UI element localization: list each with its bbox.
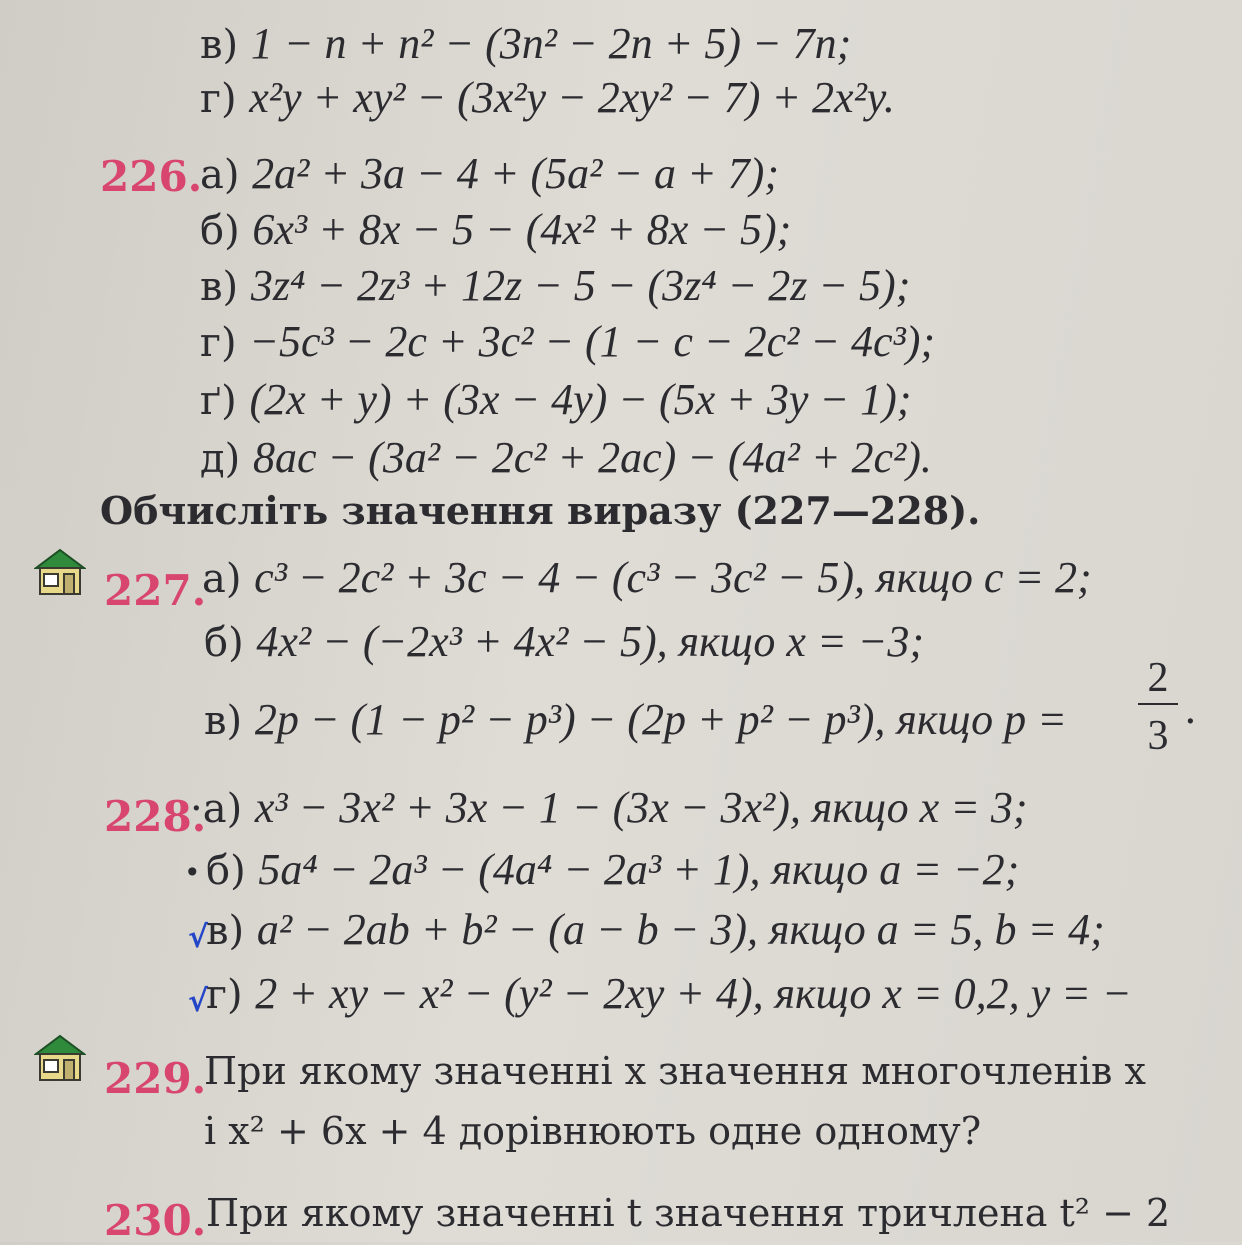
- homework-house-icon: [34, 548, 86, 596]
- ex225-v: [200, 19, 852, 68]
- pencil-dot-mark: •: [184, 856, 201, 889]
- math-expression: 2a² + 3a − 4 + (5a² − a + 7);: [252, 149, 779, 198]
- fraction-bar: [1138, 703, 1178, 705]
- item-label: г): [200, 76, 237, 122]
- ex227-a: [202, 553, 1092, 602]
- ex226-v: [200, 261, 911, 310]
- math-expression: 6x³ + 8x − 5 − (4x² + 8x − 5);: [252, 205, 792, 254]
- ex225-g: [200, 73, 895, 122]
- ex226-a: [200, 149, 779, 198]
- ex228-a: [190, 783, 1028, 832]
- math-expression: 5a⁴ − 2a³ − (4a⁴ − 2a³ + 1), якщо a = −2;: [258, 845, 1020, 894]
- fraction-numerator: 2: [1147, 655, 1169, 701]
- item-label: в): [200, 22, 239, 68]
- math-expression: c³ − 2c² + 3c − 4 − (c³ − 3c² − 5), якщо c = 2;: [254, 553, 1092, 602]
- item-label: б): [200, 208, 240, 254]
- ex227-v: [204, 695, 1067, 744]
- item-label: ґ): [200, 378, 237, 424]
- math-expression: −5c³ − 2c + 3c² − (1 − c − 2c² − 4c³);: [249, 317, 936, 366]
- fraction-end-period: .: [1184, 687, 1197, 733]
- item-label: б): [204, 620, 244, 666]
- item-label: а): [202, 556, 242, 602]
- exercise-number-228: 228.: [104, 792, 207, 841]
- item-label: а): [200, 152, 240, 198]
- math-expression: x²y + xy² − (3x²y − 2xy² − 7) + 2x²y.: [249, 73, 895, 122]
- fraction-denominator: 3: [1147, 713, 1169, 759]
- math-expression: 3z⁴ − 2z³ + 12z − 5 − (3z⁴ − 2z − 5);: [250, 261, 911, 310]
- exercise-number-227: 227.: [104, 566, 207, 615]
- item-label: в): [206, 908, 245, 954]
- math-expression: a² − 2ab + b² − (a − b − 3), якщо a = 5, b = 4;: [256, 905, 1105, 954]
- item-label: в): [204, 698, 243, 744]
- item-label: г): [200, 320, 237, 366]
- checkmark-icon: √: [188, 984, 209, 1019]
- item-label: в): [200, 264, 239, 310]
- math-expression: 2p − (1 − p² − p³) − (2p + p² − p³), якщо p =: [254, 695, 1067, 744]
- item-label: ·а): [190, 786, 243, 832]
- ex226-gg: [200, 375, 912, 424]
- ex226-b: [200, 205, 792, 254]
- ex228-v: [206, 905, 1105, 954]
- math-expression: (2x + y) + (3x − 4y) − (5x + 3y − 1);: [249, 375, 912, 424]
- ex229-line2: і x² + 6x + 4 дорівнюють одне одному?: [204, 1109, 982, 1153]
- item-label: д): [200, 436, 241, 482]
- math-expression: 1 − n + n² − (3n² − 2n + 5) − 7n;: [250, 19, 852, 68]
- math-expression: 2 + xy − x² − (y² − 2xy + 4), якщо x = 0,2, y = −: [255, 969, 1132, 1018]
- checkmark-icon: √: [188, 920, 209, 955]
- exercise-number-230: 230.: [104, 1196, 207, 1245]
- math-expression: 4x² − (−2x³ + 4x² − 5), якщо x = −3;: [256, 617, 924, 666]
- item-label: б): [206, 848, 246, 894]
- ex228-b: [206, 845, 1020, 894]
- item-label: г): [206, 972, 243, 1018]
- math-expression: 8ac − (3a² − 2c² + 2ac) − (4a² + 2c²).: [252, 433, 932, 482]
- exercise-number-226: 226.: [100, 152, 203, 201]
- homework-house-icon: [34, 1034, 86, 1082]
- section-heading: Обчисліть значення виразу (227—228).: [100, 488, 981, 533]
- ex227-b: [204, 617, 924, 666]
- ex230-line1: При якому значенні t значення тричлена t² − 2: [206, 1191, 1171, 1235]
- math-expression: x³ − 3x² + 3x − 1 − (3x − 3x²), якщо x = 3;: [254, 783, 1028, 832]
- ex228-g: [206, 969, 1132, 1018]
- ex226-g: [200, 317, 936, 366]
- exercise-number-229: 229.: [104, 1054, 207, 1103]
- ex226-d: [200, 433, 932, 482]
- ex229-line1: При якому значенні x значення многочленів x: [204, 1049, 1146, 1093]
